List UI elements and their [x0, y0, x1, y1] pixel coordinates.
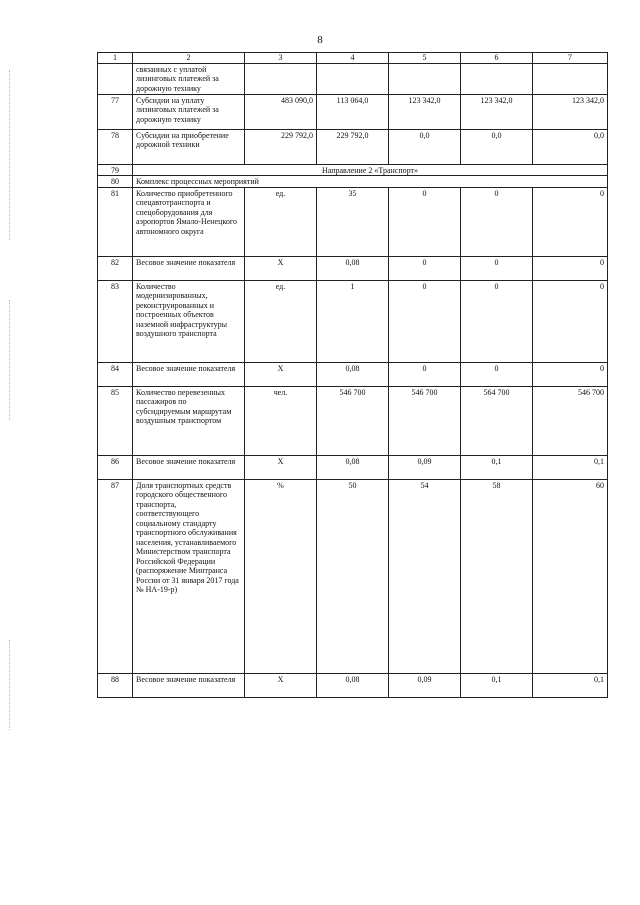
row-number-cell: 86: [98, 455, 133, 479]
value-cell: 0: [533, 187, 608, 256]
column-header: 2: [133, 53, 245, 64]
column-header: 4: [317, 53, 389, 64]
indicator-name-cell: Субсидии на уплату лизинговых платежей за дорожную технику: [133, 94, 245, 129]
row-number-cell: 83: [98, 280, 133, 362]
value-cell: 0,0: [389, 129, 461, 164]
value-cell: 0: [533, 256, 608, 280]
column-header: 5: [389, 53, 461, 64]
table-header-row: [98, 53, 608, 64]
row-number-cell: 82: [98, 256, 133, 280]
table-row: [98, 176, 608, 188]
value-cell: 0,1: [533, 455, 608, 479]
table-row: [98, 386, 608, 455]
table-row: [98, 362, 608, 386]
indicator-name-cell: связанных с уплатой лизинговых платежей за дорожную технику: [133, 63, 245, 94]
section-heading-cell: Направление 2 «Транспорт»: [133, 164, 608, 176]
unit-cell: 229 792,0: [245, 129, 317, 164]
value-cell: 0: [461, 187, 533, 256]
value-cell: 0: [461, 280, 533, 362]
subsection-heading-cell: Комплекс процессных мероприятий: [133, 176, 608, 188]
row-number-cell: 78: [98, 129, 133, 164]
table-row: [98, 479, 608, 673]
column-header: 6: [461, 53, 533, 64]
value-cell: 0: [389, 187, 461, 256]
value-cell: [533, 63, 608, 94]
value-cell: 0,1: [533, 673, 608, 697]
value-cell: 1: [317, 280, 389, 362]
value-cell: 0: [389, 280, 461, 362]
indicator-name-cell: Количество перевезенных пассажиров по субсидируемым маршрутам воздушным транспортом: [133, 386, 245, 455]
value-cell: 35: [317, 187, 389, 256]
value-cell: 60: [533, 479, 608, 673]
unit-cell: [245, 63, 317, 94]
value-cell: 546 700: [533, 386, 608, 455]
indicator-name-cell: Доля транспортных средств городского общественного транспорта, соответствующего социальному стандарту транспортного обслуживания населения, устанавливаемого Министерством транспорта Российской Федерации (распоряжение Минтранса России от 31 января 2017 года № НА-19-р): [133, 479, 245, 673]
column-header: 7: [533, 53, 608, 64]
value-cell: 564 700: [461, 386, 533, 455]
indicator-name-cell: Весовое значение показателя: [133, 362, 245, 386]
value-cell: 546 700: [389, 386, 461, 455]
table-row: [98, 673, 608, 697]
table-row: [98, 94, 608, 129]
row-number-cell: [98, 63, 133, 94]
indicator-name-cell: Количество модернизированных, реконструированных и построенных объектов наземной инфраструктуры воздушного транспорта: [133, 280, 245, 362]
row-number-cell: 84: [98, 362, 133, 386]
value-cell: [317, 63, 389, 94]
unit-cell: Х: [245, 256, 317, 280]
value-cell: 113 064,0: [317, 94, 389, 129]
indicator-name-cell: Количество приобретенного спецавтотранспорта и спецоборудования для аэропортов Ямало-Ненецкого автономного округа: [133, 187, 245, 256]
table-row: [98, 129, 608, 164]
table-row: [98, 187, 608, 256]
unit-cell: Х: [245, 673, 317, 697]
value-cell: 0,09: [389, 455, 461, 479]
value-cell: 58: [461, 479, 533, 673]
margin-dots: [9, 300, 11, 420]
row-number-cell: 81: [98, 187, 133, 256]
margin-dots: [9, 640, 11, 730]
value-cell: 0,09: [389, 673, 461, 697]
table-row: [98, 164, 608, 176]
row-number-cell: 88: [98, 673, 133, 697]
value-cell: [461, 63, 533, 94]
unit-cell: 483 090,0: [245, 94, 317, 129]
value-cell: 229 792,0: [317, 129, 389, 164]
page-number: 8: [317, 34, 323, 46]
row-number-cell: 77: [98, 94, 133, 129]
table-row: [98, 256, 608, 280]
indicator-name-cell: Субсидии на приобретение дорожной техники: [133, 129, 245, 164]
indicators-table: [97, 52, 608, 698]
column-header: 1: [98, 53, 133, 64]
unit-cell: Х: [245, 455, 317, 479]
table-row: [98, 63, 608, 94]
value-cell: 0: [533, 280, 608, 362]
table-row: [98, 280, 608, 362]
row-number-cell: 85: [98, 386, 133, 455]
value-cell: 123 342,0: [461, 94, 533, 129]
value-cell: 0,08: [317, 455, 389, 479]
indicator-name-cell: Весовое значение показателя: [133, 455, 245, 479]
value-cell: 0,0: [461, 129, 533, 164]
value-cell: 0: [461, 256, 533, 280]
value-cell: 123 342,0: [389, 94, 461, 129]
unit-cell: %: [245, 479, 317, 673]
row-number-cell: 79: [98, 164, 133, 176]
value-cell: 0: [389, 256, 461, 280]
value-cell: 546 700: [317, 386, 389, 455]
value-cell: 0,0: [533, 129, 608, 164]
table-row: [98, 455, 608, 479]
value-cell: 0: [533, 362, 608, 386]
value-cell: 0,08: [317, 362, 389, 386]
unit-cell: ед.: [245, 280, 317, 362]
value-cell: 0,1: [461, 673, 533, 697]
indicator-name-cell: Весовое значение показателя: [133, 256, 245, 280]
value-cell: 0,08: [317, 673, 389, 697]
margin-dots: [9, 70, 11, 240]
value-cell: 50: [317, 479, 389, 673]
value-cell: [389, 63, 461, 94]
unit-cell: Х: [245, 362, 317, 386]
value-cell: 123 342,0: [533, 94, 608, 129]
row-number-cell: 80: [98, 176, 133, 188]
value-cell: 0,1: [461, 455, 533, 479]
column-header: 3: [245, 53, 317, 64]
value-cell: 54: [389, 479, 461, 673]
unit-cell: ед.: [245, 187, 317, 256]
value-cell: 0: [461, 362, 533, 386]
unit-cell: чел.: [245, 386, 317, 455]
value-cell: 0: [389, 362, 461, 386]
indicator-name-cell: Весовое значение показателя: [133, 673, 245, 697]
value-cell: 0,08: [317, 256, 389, 280]
row-number-cell: 87: [98, 479, 133, 673]
